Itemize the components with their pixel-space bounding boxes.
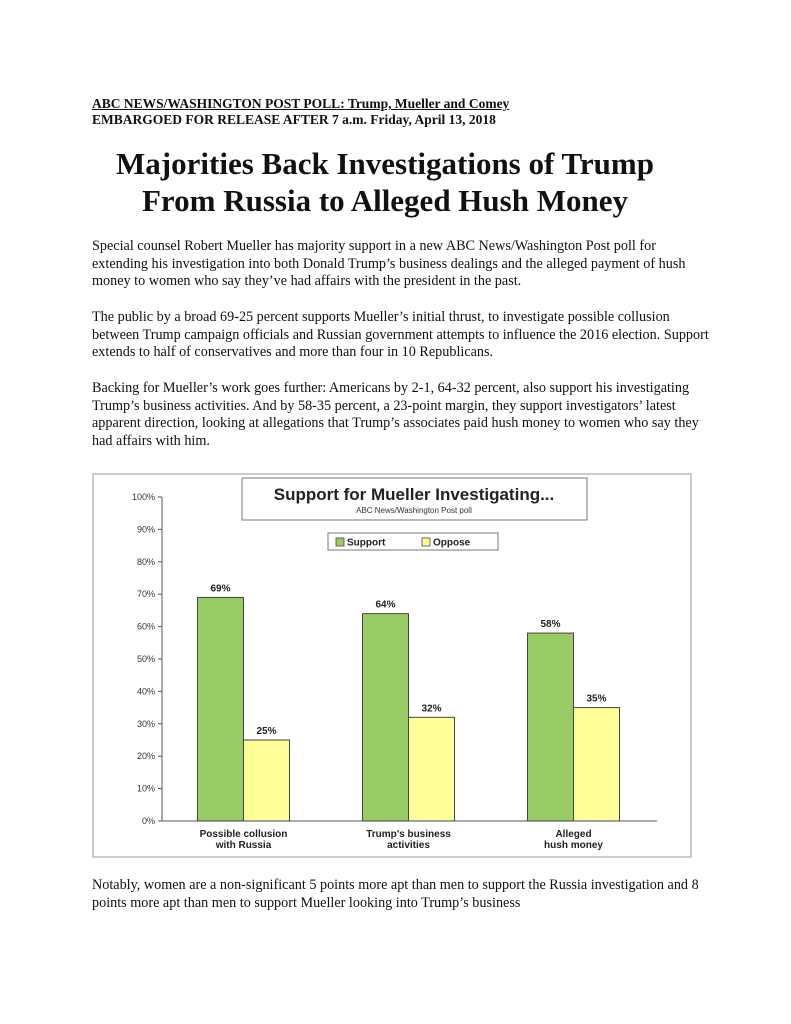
data-label: 69% [210,583,231,595]
y-tick-label: 90% [136,524,155,535]
y-tick-label: 50% [136,654,155,664]
x-category-label: activities [387,840,430,851]
headline [60,145,710,219]
bar-support [363,614,409,821]
y-tick-label: 30% [136,718,155,729]
chart-svg [92,473,692,858]
y-tick-label: 100% [131,492,155,502]
chart-legend [328,533,498,550]
y-tick-label: 20% [136,751,155,762]
bar-oppose [409,717,455,821]
bar-support [528,633,574,821]
legend-label: Support [347,537,386,549]
data-label: 58% [540,619,561,631]
bar-oppose [574,708,620,821]
chart-subtitle: ABC News/Washington Post poll [356,506,472,515]
data-label: 32% [421,703,442,715]
y-tick-label: 60% [136,621,155,632]
x-category-label: Trump's business [366,829,451,840]
paragraph-1: Special counsel Robert Mueller has majority support in a new ABC News/Washington Post poll for extending his investigation into both Donald Trump’s business dealings and the alleged payment of hush money to women who say they’ve had affairs with the president in the past. [92,238,686,289]
headline-line-2: From Russia to Alleged Hush Money [142,183,628,218]
legend-label: Oppose [433,537,471,549]
chart-title-box [242,478,587,520]
chart-title: Support for Mueller Investigating... [273,485,555,504]
x-category-label: Possible collusion [199,829,288,840]
legend-swatch [422,538,430,546]
x-category-label: with Russia [215,840,272,851]
legend-swatch [336,538,344,546]
y-tick-label: 70% [136,589,155,600]
poll-header: ABC NEWS/WASHINGTON POST POLL: Trump, Mueller and Comey [92,96,510,111]
paragraph-3: Backing for Mueller’s work goes further: Americans by 2-1, 64-32 percent, also support his investigating Trump’s business activities. And by 58-35 percent, a 23-point margin, they support investigators’ latest apparent direction, looking at allegations that Trump’s associates paid hush money to women who say they had affairs with him. [92,380,699,449]
paragraph-2: The public by a broad 69-25 percent supports Mueller’s initial thrust, to investigate possible collusion between Trump campaign officials and Russian government attempts to influence the 2016 election. Support extends to half of conservatives and more than four in 10 Republicans. [92,309,709,360]
y-tick-label: 80% [136,556,155,567]
y-tick-label: 10% [136,783,155,794]
data-label: 35% [586,693,607,705]
data-label: 25% [256,726,277,737]
y-tick-label: 40% [136,686,155,697]
bar-support [198,597,244,821]
bar-chart [92,473,692,858]
headline-line-1: Majorities Back Investigations of Trump [116,146,654,181]
x-category-label: hush money [544,840,603,851]
bar-oppose [244,740,290,821]
data-label: 64% [375,599,396,611]
paragraph-4: Notably, women are a non-significant 5 points more apt than men to support the Russia investigation and 8 points more apt than men to support Mueller looking into Trump’s business [92,877,699,911]
y-tick-label: 0% [141,816,155,826]
embargo-line: EMBARGOED FOR RELEASE AFTER 7 a.m. Friday, April 13, 2018 [92,112,496,127]
x-category-label: Alleged [555,829,592,840]
